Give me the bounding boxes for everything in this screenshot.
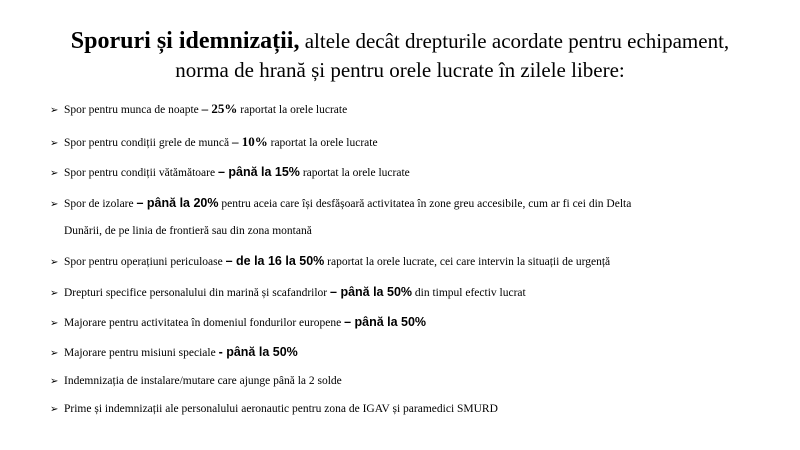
item-text: Spor pentru condiții grele de muncă bbox=[64, 137, 232, 149]
item-continuation: Dunării, de pe linia de frontieră sau din zona montană bbox=[64, 225, 312, 237]
item-text: Spor pentru operațiuni periculoase bbox=[64, 256, 226, 268]
list-item bbox=[50, 254, 610, 270]
list-item bbox=[50, 165, 410, 181]
item-text-after: din timpul efectiv lucrat bbox=[412, 287, 526, 299]
list-item bbox=[50, 135, 378, 151]
item-highlight: – de la 16 la 50% bbox=[225, 254, 325, 268]
arrow-bullet-icon: ➢ bbox=[50, 348, 59, 359]
arrow-bullet-icon: ➢ bbox=[50, 404, 59, 415]
item-text-after: raportat la orele lucrate bbox=[237, 104, 348, 116]
item-text: Drepturi specifice personalului din marină și scafandrilor bbox=[64, 287, 331, 299]
list-item bbox=[50, 196, 631, 212]
arrow-bullet-icon: ➢ bbox=[50, 376, 59, 387]
arrow-bullet-icon: ➢ bbox=[50, 138, 59, 149]
list-item bbox=[50, 102, 347, 118]
item-text: Prime și indemnizații ale personalului aeronautic pentru zona de IGAV și paramedici SMURD bbox=[64, 403, 498, 415]
item-text: Spor pentru condiții vătămătoare bbox=[64, 167, 218, 179]
arrow-bullet-icon: ➢ bbox=[50, 257, 59, 268]
item-highlight: – 25% bbox=[201, 101, 238, 116]
item-text: Spor pentru munca de noapte bbox=[64, 104, 202, 116]
title-line-1 bbox=[0, 28, 800, 57]
arrow-bullet-icon: ➢ bbox=[50, 288, 59, 299]
list-item bbox=[50, 402, 498, 417]
item-highlight: - până la 50% bbox=[218, 345, 298, 359]
item-highlight: – până la 20% bbox=[136, 196, 219, 210]
item-text: Majorare pentru activitatea în domeniul fondurilor europene bbox=[64, 317, 345, 329]
arrow-bullet-icon: ➢ bbox=[50, 105, 59, 116]
item-text-after: pentru aceia care își desfășoară activitatea în zone greu accesibile, cum ar fi cei din Delta bbox=[218, 198, 632, 210]
list-item bbox=[50, 315, 426, 331]
arrow-bullet-icon: ➢ bbox=[50, 318, 59, 329]
arrow-bullet-icon: ➢ bbox=[50, 199, 59, 210]
title-rest: altele decât drepturile acordate pentru echipament, bbox=[299, 29, 730, 53]
item-highlight: – până la 15% bbox=[217, 165, 300, 179]
item-highlight: – până la 50% bbox=[330, 285, 413, 299]
list-item bbox=[50, 374, 342, 389]
title-lead: Sporuri și idemnizații, bbox=[70, 28, 300, 54]
item-text: Majorare pentru misiuni speciale bbox=[64, 347, 219, 359]
list-item bbox=[50, 285, 526, 301]
arrow-bullet-icon: ➢ bbox=[50, 168, 59, 179]
item-text: Spor de izolare bbox=[64, 198, 137, 210]
item-text-after: raportat la orele lucrate bbox=[267, 137, 378, 149]
item-highlight: – până la 50% bbox=[344, 315, 427, 329]
item-text-after: raportat la orele lucrate, cei care intervin la situații de urgență bbox=[324, 256, 611, 268]
slide-title bbox=[0, 28, 800, 83]
list-item bbox=[50, 345, 298, 361]
title-line-2: norma de hrană și pentru orele lucrate în zilele libere: bbox=[175, 58, 625, 82]
item-text-after: raportat la orele lucrate bbox=[299, 167, 410, 179]
item-text: Indemnizația de instalare/mutare care ajunge până la 2 solde bbox=[64, 375, 342, 387]
item-highlight: – 10% bbox=[231, 134, 268, 149]
